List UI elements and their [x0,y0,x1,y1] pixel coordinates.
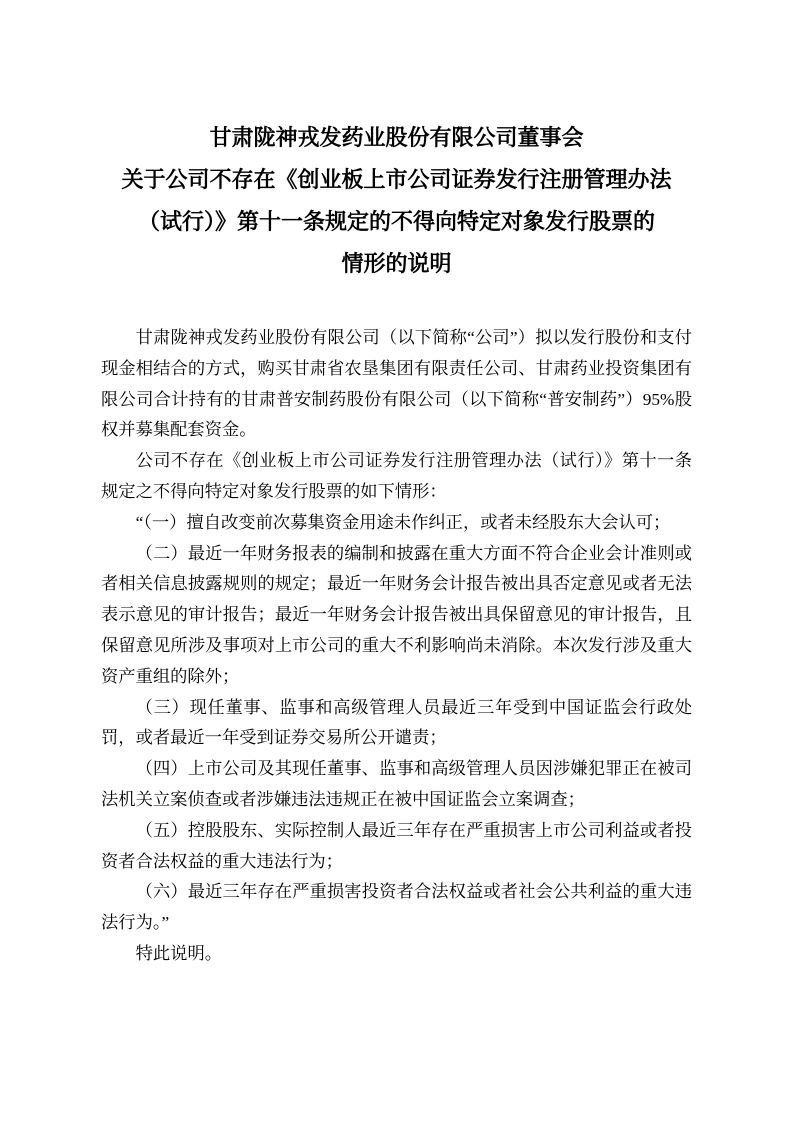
item-2-paragraph: （二）最近一年财务报表的编制和披露在重大方面不符合企业会计准则或者相关信息披露规则的规定；最近一年财务会计报告被出具否定意见或者无法表示意见的审计报告；最近一年财务会计报告被出具保留意见的审计报告，且保留意见所涉及事项对上市公司的重大不利影响尚未消除。本次发行涉及重大资产重组的除外； [101,543,692,686]
item-6-paragraph: （六）最近三年存在严重损害投资者合法权益或者社会公共利益的重大违法行为。” [101,882,692,933]
document-body [101,323,692,970]
intro-paragraph: 甘肃陇神戎发药业股份有限公司（以下简称“公司”）拟以发行股份和支付现金相结合的方式，购买甘肃省农垦集团有限责任公司、甘肃药业投资集团有限公司合计持有的甘肃普安制药股份有限公司（以下简称“普安制药”）95%股权并募集配套资金。 [101,328,692,440]
item-4-paragraph: （四）上市公司及其现任董事、监事和高级管理人员因涉嫌犯罪正在被司法机关立案侦查或者涉嫌违法违规正在被中国证监会立案调查； [101,759,692,809]
statement-paragraph: 公司不存在《创业板上市公司证券发行注册管理办法（试行）》第十一条规定之不得向特定对象发行股票的如下情形： [101,451,692,501]
item-3-paragraph: （三）现任董事、监事和高级管理人员最近三年受到中国证监会行政处罚，或者最近一年受到证券交易所公开谴责； [101,697,692,748]
item-5-paragraph: （五）控股股东、实际控制人最近三年存在严重损害上市公司利益或者投资者合法权益的重大违法行为； [101,820,692,871]
title-line-4: 情形的说明 [341,251,452,276]
title-line-1: 甘肃陇神戎发药业股份有限公司董事会 [209,125,584,150]
closing-paragraph: 特此说明。 [135,943,223,963]
title-line-2: 关于公司不存在《创业板上市公司证券发行注册管理办法 [121,167,672,192]
title-line-3: （试行）》第十一条规定的不得向特定对象发行股票的 [137,209,655,234]
document-title [101,117,692,285]
item-1-paragraph: “（一）擅自改变前次募集资金用途未作纠正，或者未经股东大会认可； [135,512,671,532]
